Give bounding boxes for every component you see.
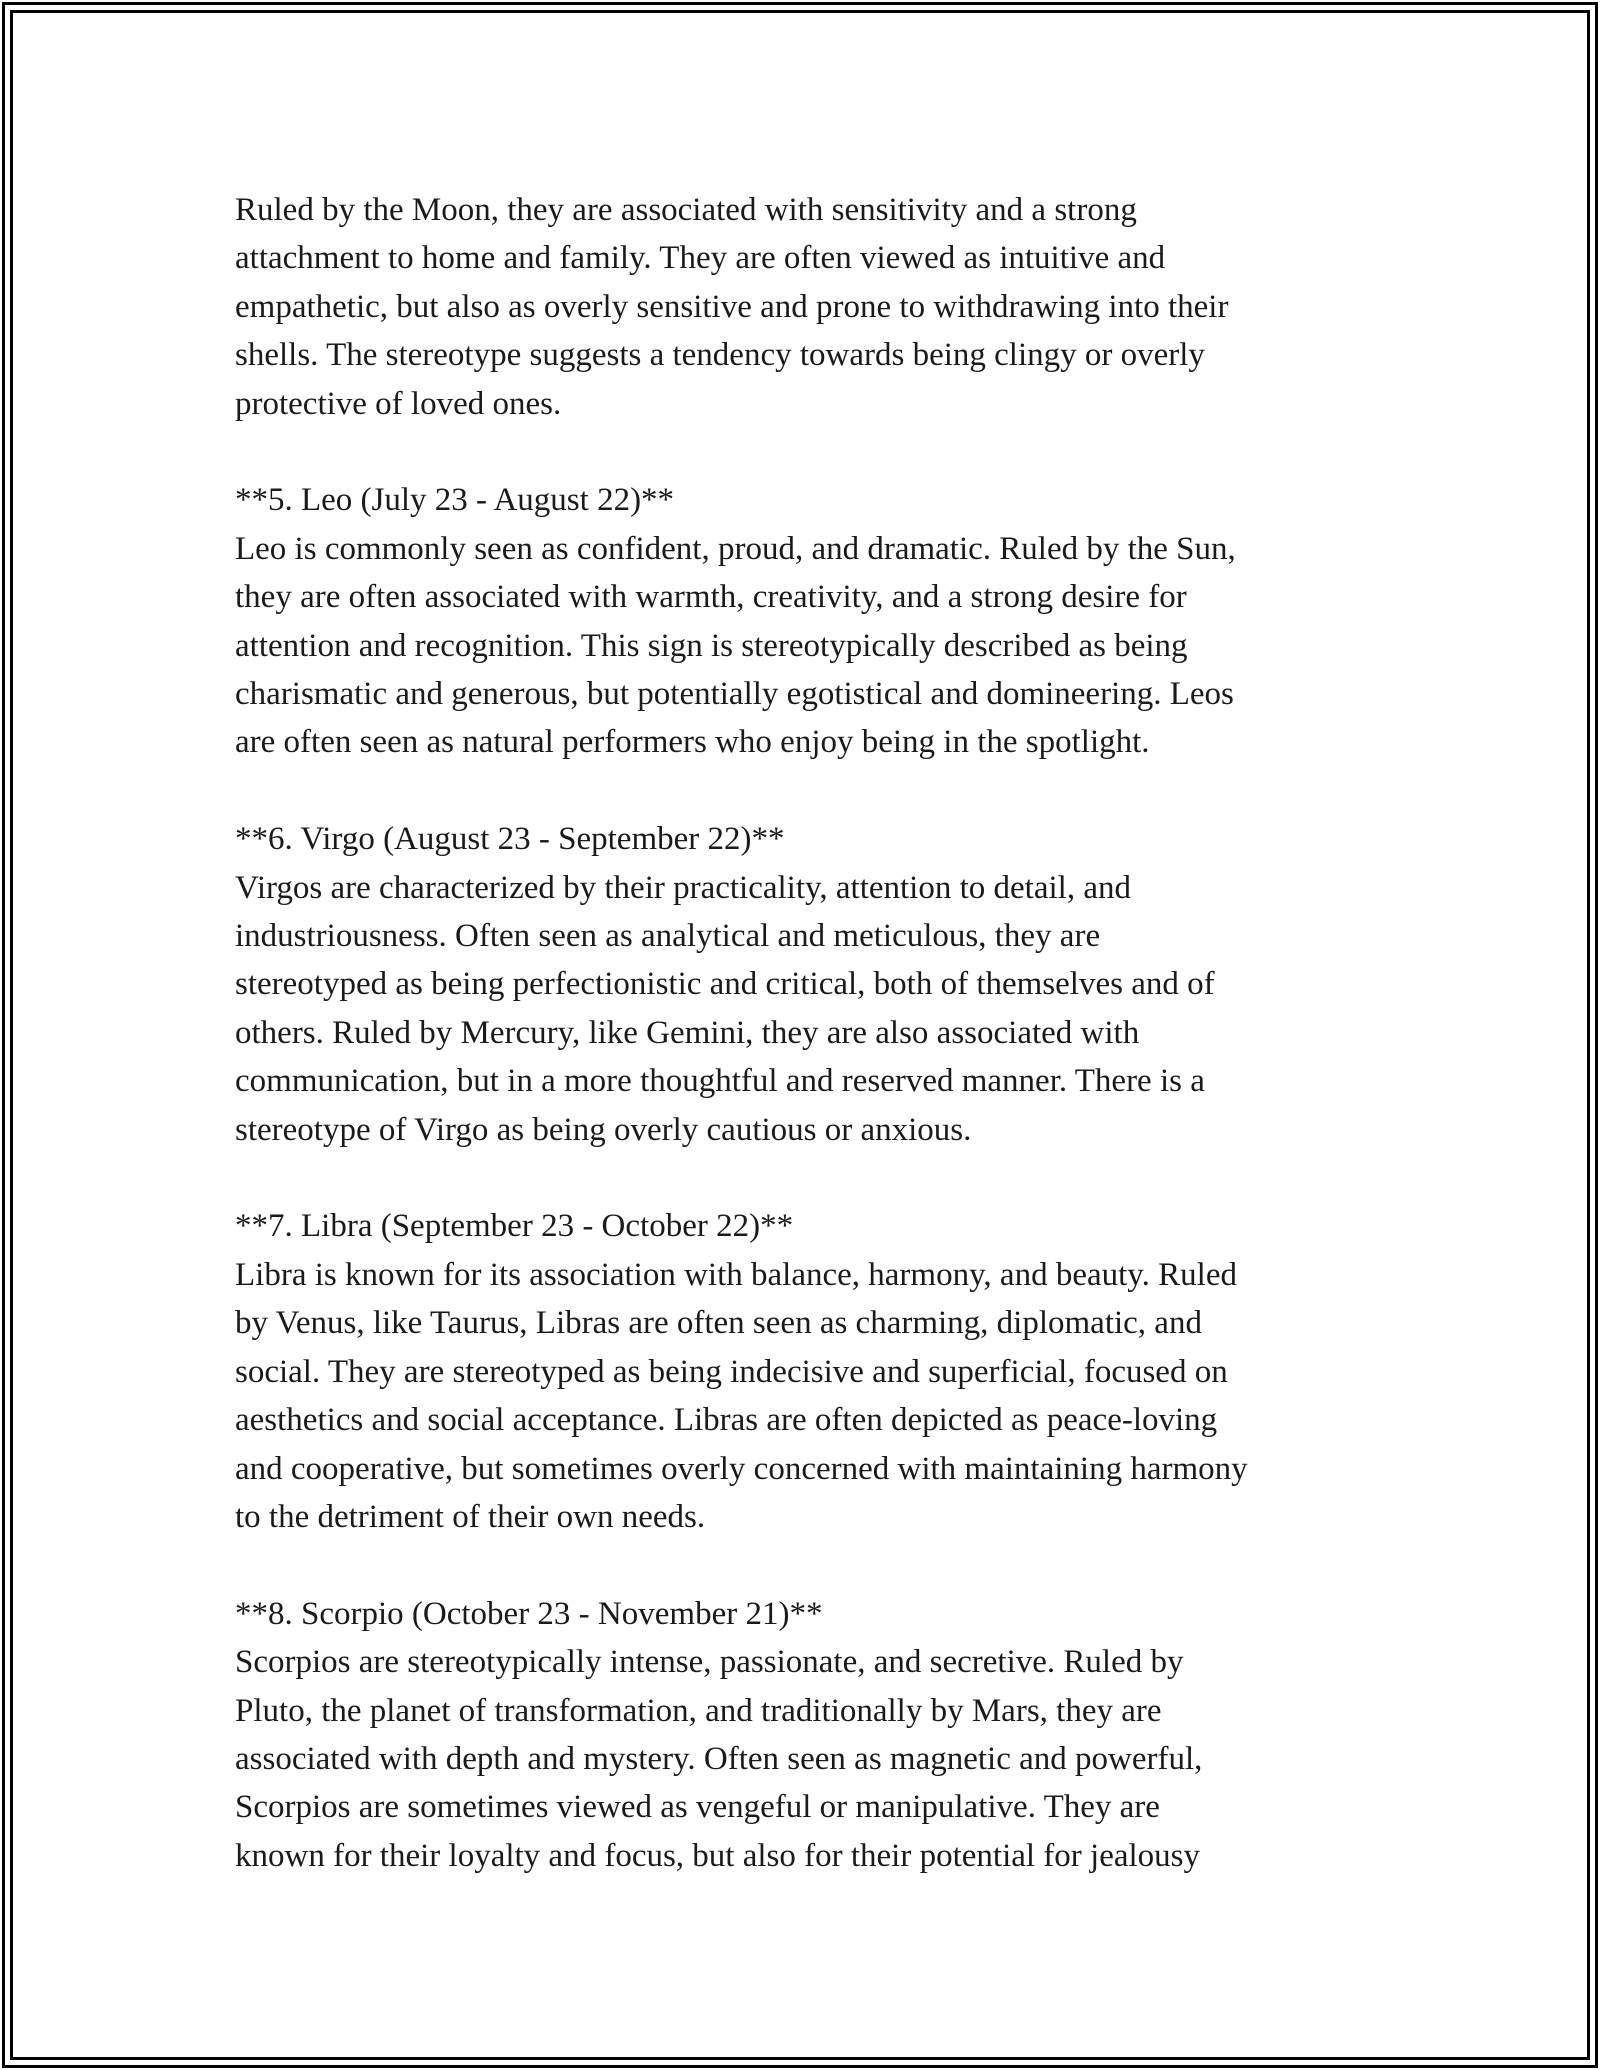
section-body-scorpio: Scorpios are stereotypically intense, passionate, and secretive. Ruled by Pluto, the planet of transformation, and traditionally by Mars, they are associated with depth and mystery. Often seen as magnetic and powerful, Scorpios are sometimes viewed as vengeful or manipulative. They are known for their loyalty and focus, but also for their potential for jealousy bbox=[235, 1644, 1203, 1874]
paragraph-gap bbox=[235, 767, 1385, 815]
section-body-virgo: Virgos are characterized by their practicality, attention to detail, and industriousness. Often seen as analytical and meticulous, they are stereotyped as being perfectionistic and critical, both of themselves and of others. Ruled by Mercury, like Gemini, they are also associated with communication, but in a more thoughtful and reserved manner. There is a stereotype of Virgo as being overly cautious or anxious. bbox=[235, 869, 1215, 1148]
paragraph-gap bbox=[235, 1154, 1385, 1202]
paragraph-gap bbox=[235, 1541, 1385, 1589]
intro-paragraph: Ruled by the Moon, they are associated with sensitivity and a strong attachment to home and family. They are often viewed as intuitive and empathetic, but also as overly sensitive and prone to withdrawing into their shells. The stereotype suggests a tendency towards being clingy or overly protective of loved ones. bbox=[235, 192, 1229, 422]
section-heading-leo: **5. Leo (July 23 - August 22)** bbox=[235, 482, 675, 519]
section-body-libra: Libra is known for its association with balance, harmony, and beauty. Ruled by Venus, like Taurus, Libras are often seen as charming, diplomatic, and social. They are stereotyped as being indecisive and superficial, focused on aesthetics and social acceptance. Libras are often depicted as peace-loving and cooperative, but sometimes overly concerned with maintaining harmony to the detriment of their own needs. bbox=[235, 1256, 1248, 1535]
document-body bbox=[235, 186, 1385, 1880]
section-body-leo: Leo is commonly seen as confident, proud, and dramatic. Ruled by the Sun, they are often associated with warmth, creativity, and a strong desire for attention and recognition. This sign is stereotypically described as being charismatic and generous, but potentially egotistical and domineering. Leos are often seen as natural performers who enjoy being in the spotlight. bbox=[235, 530, 1236, 761]
paragraph-gap bbox=[235, 428, 1385, 476]
section-heading-libra: **7. Libra (September 23 - October 22)** bbox=[235, 1208, 794, 1245]
section-heading-scorpio: **8. Scorpio (October 23 - November 21)** bbox=[235, 1595, 823, 1632]
section-heading-virgo: **6. Virgo (August 23 - September 22)** bbox=[235, 821, 785, 858]
